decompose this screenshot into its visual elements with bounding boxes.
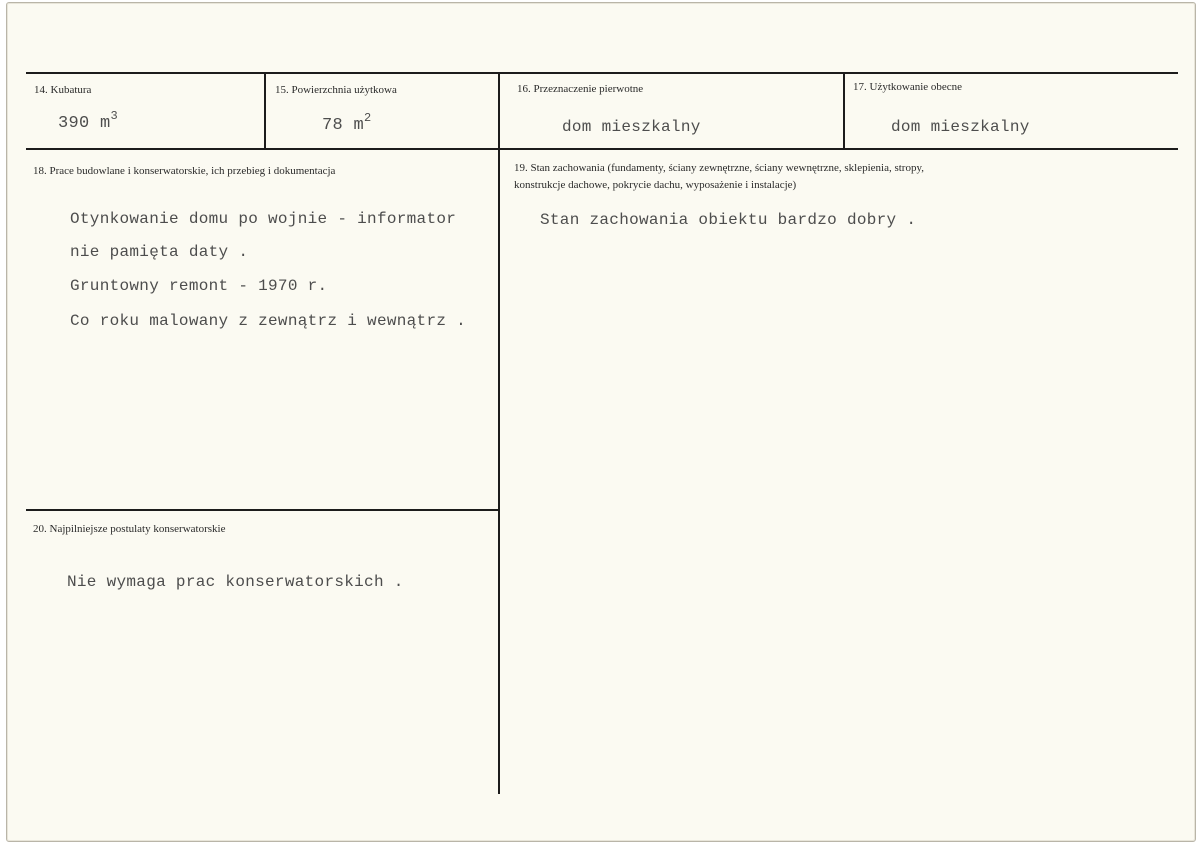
prace-line-4: Co roku malowany z zewnątrz i wewnątrz .	[70, 312, 467, 330]
kubatura-number: 390 m	[58, 114, 111, 133]
powierzchnia-exponent: 2	[364, 111, 372, 125]
stan-value: Stan zachowania obiektu bardzo dobry .	[540, 211, 917, 229]
top-row-bottom-border	[26, 148, 1178, 150]
prace-label: 18. Prace budowlane i konserwatorskie, ich przebieg i dokumentacja	[33, 165, 336, 177]
powierzchnia-label: 15. Powierzchnia użytkowa	[275, 84, 397, 96]
stan-label-line-2: konstrukcje dachowe, pokrycie dachu, wyposażenie i instalacje)	[514, 179, 797, 191]
divider-18-20	[26, 509, 498, 511]
postulaty-label: 20. Najpilniejsze postulaty konserwatorskie	[33, 523, 226, 535]
top-row-top-border	[26, 72, 1178, 74]
divider-15-16	[498, 74, 500, 794]
przeznaczenie-label: 16. Przeznaczenie pierwotne	[517, 83, 644, 95]
kubatura-exponent: 3	[110, 109, 119, 123]
divider-14-15	[264, 74, 266, 150]
uzytkowanie-label: 17. Użytkowanie obecne	[853, 81, 963, 93]
prace-line-1: Otynkowanie domu po wojnie - informator	[70, 210, 457, 228]
przeznaczenie-value: dom mieszkalny	[562, 118, 701, 136]
uzytkowanie-value: dom mieszkalny	[891, 118, 1030, 136]
prace-line-3: Gruntowny remont - 1970 r.	[70, 277, 328, 295]
stan-label-line-1: 19. Stan zachowania (fundamenty, ściany zewnętrzne, ściany wewnętrzne, sklepienia, stropy,	[514, 162, 925, 174]
powierzchnia-value	[322, 111, 372, 136]
prace-line-2: nie pamięta daty .	[70, 243, 249, 261]
kubatura-label: 14. Kubatura	[34, 84, 92, 96]
postulaty-value: Nie wymaga prac konserwatorskich .	[67, 573, 404, 591]
kubatura-value	[58, 109, 119, 134]
divider-16-17	[843, 74, 845, 150]
powierzchnia-number: 78 m	[322, 116, 365, 135]
